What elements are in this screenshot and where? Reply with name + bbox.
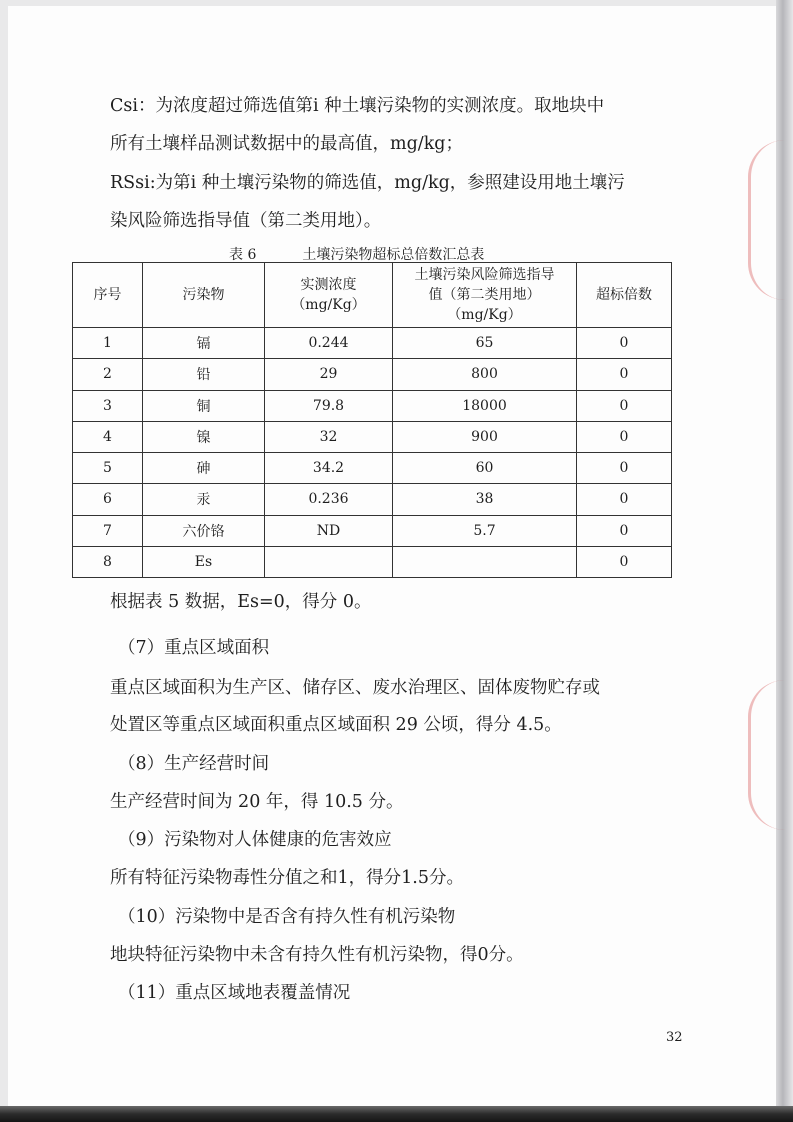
cell-measured: [265, 546, 393, 577]
table-row: [73, 421, 672, 452]
paragraph-line: Csi：为浓度超过筛选值第i 种土壤污染物的实测浓度。取地块中: [110, 96, 605, 116]
header-pollutant: 污染物: [143, 263, 265, 328]
section-heading: （9）污染物对人体健康的危害效应: [118, 830, 392, 850]
cell-exceed: 0: [577, 359, 672, 390]
paragraph-line: 地块特征污染物中未含有持久性有机污染物，得0分。: [110, 945, 524, 965]
paragraph-line: 根据表 5 数据，Es=0，得分 0。: [110, 592, 372, 612]
cell-pollutant: Es: [143, 546, 265, 577]
cell-pollutant: 铅: [143, 359, 265, 390]
cell-exceed: 0: [577, 484, 672, 515]
cell-measured: 29: [265, 359, 393, 390]
table-row: [73, 359, 672, 390]
cell-pollutant: 六价铬: [143, 515, 265, 546]
table-row: [73, 453, 672, 484]
cell-guide: 60: [393, 453, 577, 484]
red-seal-mark: [748, 140, 785, 300]
cell-no: 3: [73, 390, 143, 421]
cell-guide: 900: [393, 421, 577, 452]
cell-exceed: 0: [577, 328, 672, 359]
pollutant-table: [72, 262, 672, 578]
table-title: 土壤污染物超标总倍数汇总表: [302, 247, 485, 263]
cell-exceed: 0: [577, 515, 672, 546]
red-seal-mark: [748, 680, 785, 830]
section-heading: （7）重点区域面积: [118, 638, 270, 658]
cell-exceed: 0: [577, 546, 672, 577]
paragraph-line: 处置区等重点区域面积重点区域面积 29 公顷，得分 4.5。: [110, 715, 562, 735]
paragraph-line: RSsi:为第i 种土壤污染物的筛选值，mg/kg，参照建设用地土壤污: [110, 173, 625, 193]
scan-bottom-edge: [0, 1106, 793, 1122]
cell-pollutant: 汞: [143, 484, 265, 515]
cell-guide: [393, 546, 577, 577]
table-row: [73, 515, 672, 546]
cell-pollutant: 镉: [143, 328, 265, 359]
cell-pollutant: 镍: [143, 421, 265, 452]
cell-no: 5: [73, 453, 143, 484]
cell-no: 6: [73, 484, 143, 515]
header-no: 序号: [73, 263, 143, 328]
cell-exceed: 0: [577, 453, 672, 484]
cell-measured: 32: [265, 421, 393, 452]
table-header-row: [73, 263, 672, 328]
header-exceed-ratio: 超标倍数: [577, 263, 672, 328]
cell-no: 4: [73, 421, 143, 452]
cell-guide: 65: [393, 328, 577, 359]
cell-guide: 5.7: [393, 515, 577, 546]
cell-exceed: 0: [577, 390, 672, 421]
cell-guide: 800: [393, 359, 577, 390]
cell-pollutant: 砷: [143, 453, 265, 484]
section-heading: （10）污染物中是否含有持久性有机污染物: [118, 907, 456, 927]
section-heading: （11）重点区域地表覆盖情况: [118, 983, 351, 1003]
paragraph-line: 所有特征污染物毒性分值之和1，得分1.5分。: [110, 868, 464, 888]
cell-guide: 38: [393, 484, 577, 515]
cell-no: 1: [73, 328, 143, 359]
section-heading: （8）生产经营时间: [118, 754, 270, 774]
paragraph-line: 重点区域面积为生产区、储存区、废水治理区、固体废物贮存或: [110, 678, 600, 698]
cell-exceed: 0: [577, 421, 672, 452]
cell-guide: 18000: [393, 390, 577, 421]
cell-no: 7: [73, 515, 143, 546]
cell-measured: 79.8: [265, 390, 393, 421]
cell-measured: ND: [265, 515, 393, 546]
cell-measured: 34.2: [265, 453, 393, 484]
cell-measured: 0.244: [265, 328, 393, 359]
table-row: [73, 546, 672, 577]
cell-no: 2: [73, 359, 143, 390]
page-number: 32: [666, 1030, 683, 1045]
cell-pollutant: 铜: [143, 390, 265, 421]
table-row: [73, 390, 672, 421]
cell-no: 8: [73, 546, 143, 577]
table-row: [73, 328, 672, 359]
header-guide-value: 土壤污染风险筛选指导 值（第二类用地） （mg/Kg）: [393, 263, 577, 328]
table-row: [73, 484, 672, 515]
paragraph-line: 染风险筛选指导值（第二类用地）。: [110, 211, 382, 231]
paragraph-line: 生产经营时间为 20 年，得 10.5 分。: [110, 792, 404, 812]
cell-measured: 0.236: [265, 484, 393, 515]
paragraph-line: 所有土壤样品测试数据中的最高值，mg/kg；: [110, 134, 463, 154]
header-measured: 实测浓度 （mg/Kg）: [265, 263, 393, 328]
table-number: 表 6: [229, 247, 257, 263]
table-caption: [229, 244, 484, 264]
